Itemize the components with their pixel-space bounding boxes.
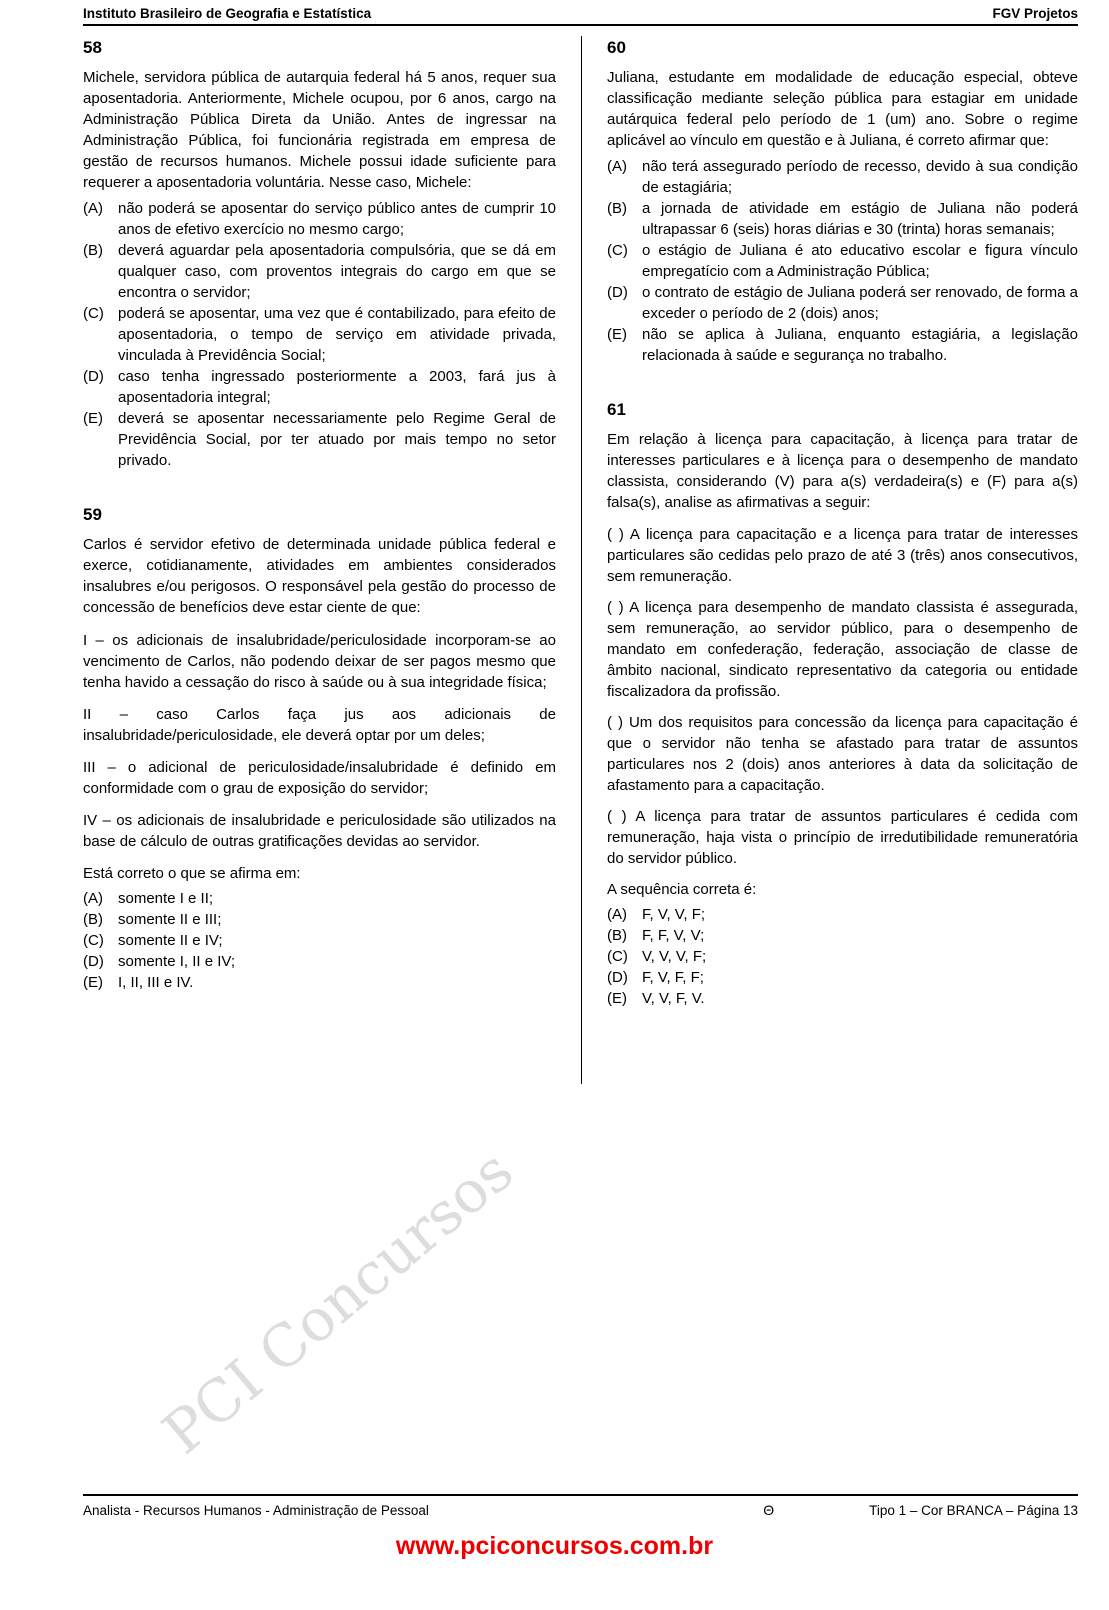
statement-3: ( ) Um dos requisitos para concessão da licença para capacitação é que o servidor não tenha se afastado para tratar de assuntos particulares nos 2 (dois) anos anteriores à data da solicitação de afastamento para a capacitação. xyxy=(607,713,1078,794)
option-letter: (B) xyxy=(607,199,627,217)
option-text: não terá assegurado período de recesso, devido à sua condição de estagiária; xyxy=(642,157,1078,196)
question-stem: Juliana, estudante em modalidade de educação especial, obteve classificação mediante seleção pública para estagiar em unidade autárquica federal pelo período de 1 (um) ano. Sobre o regime aplicável ao vínculo em questão e à Juliana, é correto afirmar que: xyxy=(607,68,1078,149)
option-row xyxy=(83,888,556,909)
header-rule xyxy=(83,24,1078,26)
option-row xyxy=(607,198,1078,240)
option-row xyxy=(83,930,556,951)
option-text: F, V, V, F; xyxy=(642,905,706,923)
option-text: somente I, II e IV; xyxy=(118,952,235,970)
option-row xyxy=(607,967,1078,988)
header-fgv-projetos: FGV Projetos xyxy=(992,6,1078,21)
option-text: o estágio de Juliana é ato educativo escolar e figura vínculo empregatício com a Administração Pública; xyxy=(642,241,1078,280)
option-text: F, V, F, F; xyxy=(642,968,704,986)
option-row xyxy=(607,988,1078,1009)
footer-exam-title: Analista - Recursos Humanos - Administração de Pessoal xyxy=(83,1502,429,1518)
left-column xyxy=(83,36,580,1009)
option-text: a jornada de atividade em estágio de Juliana não poderá ultrapassar 6 (seis) horas diárias e 30 (trinta) horas semanais; xyxy=(642,199,1078,238)
question-stem: Michele, servidora pública de autarquia federal há 5 anos, requer sua aposentadoria. Anteriormente, Michele ocupou, por 6 anos, cargo na Administração Pública Direta da União. Antes de ingressar na Administração Pública, foi funcionária registrada em empresa de gestão de recursos humanos. Michele possui idade suficiente para requerer a aposentadoria voluntária. Nesse caso, Michele: xyxy=(83,68,556,191)
option-row xyxy=(607,240,1078,282)
option-row xyxy=(607,324,1078,366)
question-number: 61 xyxy=(607,399,626,419)
footer-page-info: Tipo 1 – Cor BRANCA – Página 13 xyxy=(869,1502,1078,1518)
option-row xyxy=(83,972,556,993)
pci-concursos-watermark: PCI Concursos xyxy=(150,1136,526,1468)
roman-items xyxy=(83,630,556,852)
option-text: somente I e II; xyxy=(118,889,214,907)
option-row xyxy=(607,925,1078,946)
question-59 xyxy=(83,503,556,993)
item-II: II – caso Carlos faça jus aos adicionais de insalubridade/periculosidade, ele deverá optar por um deles; xyxy=(83,705,556,744)
option-text: somente II e III; xyxy=(118,910,222,928)
option-letter: (A) xyxy=(83,199,103,217)
option-text: deverá aguardar pela aposentadoria compulsória, que se dá em qualquer caso, com proventos integrais do cargo em que se encontra o servidor; xyxy=(118,241,556,301)
vf-statements xyxy=(607,524,1078,869)
option-letter: (B) xyxy=(607,926,627,944)
option-letter: (E) xyxy=(607,989,627,1007)
option-letter: (C) xyxy=(607,241,628,259)
question-number: 59 xyxy=(83,504,102,524)
option-letter: (E) xyxy=(607,325,627,343)
content-area xyxy=(83,36,1078,1009)
option-letter: (B) xyxy=(83,241,103,259)
option-row xyxy=(83,408,556,471)
question-stem: Em relação à licença para capacitação, à licença para tratar de interesses particulares e à licença para o desempenho de mandato classista, considerando (V) para a(s) verdadeira(s) e (F) para a(s) falsa(s), analise as afirmativas a seguir: xyxy=(607,430,1078,511)
option-text: V, V, F, V. xyxy=(642,989,705,1007)
option-letter: (D) xyxy=(607,968,628,986)
option-text: deverá se aposentar necessariamente pelo Regime Geral de Previdência Social, por ter atuado por mais tempo no setor privado. xyxy=(118,409,556,469)
option-text: V, V, V, F; xyxy=(642,947,707,965)
option-row xyxy=(83,909,556,930)
option-letter: (A) xyxy=(83,889,103,907)
question-number: 58 xyxy=(83,38,102,57)
header-institution: Instituto Brasileiro de Geografia e Estatística xyxy=(83,6,372,21)
option-letter: (C) xyxy=(83,931,104,949)
option-letter: (D) xyxy=(607,283,628,301)
question-lead: A sequência correta é: xyxy=(607,880,757,898)
option-row xyxy=(83,951,556,972)
option-text: somente II e IV; xyxy=(118,931,223,949)
footer-rule xyxy=(83,1494,1078,1496)
option-row xyxy=(83,366,556,408)
options-list xyxy=(83,198,556,471)
theta-mark: Θ xyxy=(763,1502,775,1518)
question-58 xyxy=(83,36,556,471)
option-row xyxy=(607,904,1078,925)
option-letter: (A) xyxy=(607,157,627,175)
question-stem: Carlos é servidor efetivo de determinada unidade pública federal e exerce, cotidianamente, atividades em ambientes considerados insalubres e/ou perigosos. O responsável pela gestão do processo de concessão de benefícios deve estar ciente de que: xyxy=(83,535,556,616)
option-letter: (E) xyxy=(83,973,103,991)
option-row xyxy=(83,240,556,303)
option-text: poderá se aposentar, uma vez que é contabilizado, para efeito de aposentadoria, o tempo de serviço em atividade privada, vinculada à Previdência Social; xyxy=(118,304,556,364)
question-60 xyxy=(607,36,1078,366)
option-letter: (B) xyxy=(83,910,103,928)
statement-1: ( ) A licença para capacitação e a licença para tratar de interesses particulares são cedidas pelo prazo de até 3 (três) anos consecutivos, sem remuneração. xyxy=(607,525,1078,585)
option-text: não se aplica à Juliana, enquanto estagiária, a legislação relacionada à saúde e segurança no trabalho. xyxy=(642,325,1078,364)
option-text: I, II, III e IV. xyxy=(118,973,194,991)
option-letter: (C) xyxy=(607,947,628,965)
statement-2: ( ) A licença para desempenho de mandato classista é assegurada, sem remuneração, ao servidor público, para o desempenho de mandato em confederação, federação, associação de classe de âmbito nacional, sindicato representativo da categoria ou entidade fiscalizadora da profissão. xyxy=(607,598,1078,700)
item-I: I – os adicionais de insalubridade/periculosidade incorporam-se ao vencimento de Carlos, não podendo deixar de ser pagos mesmo que tenha havido a cessação do risco à saúde ou à sua integridade física; xyxy=(83,631,556,691)
option-letter: (D) xyxy=(83,952,104,970)
option-row xyxy=(607,946,1078,967)
option-text: F, F, V, V; xyxy=(642,926,705,944)
question-lead: Está correto o que se afirma em: xyxy=(83,864,301,882)
question-number: 60 xyxy=(607,38,626,57)
option-letter: (D) xyxy=(83,367,104,385)
page-header xyxy=(83,6,1078,21)
option-row xyxy=(83,198,556,240)
option-row xyxy=(607,156,1078,198)
option-letter: (E) xyxy=(83,409,103,427)
statement-4: ( ) A licença para tratar de assuntos particulares é cedida com remuneração, haja vista o princípio de irredutibilidade remuneratória do servidor público. xyxy=(607,807,1078,867)
option-text: caso tenha ingressado posteriormente a 2003, fará jus à aposentadoria integral; xyxy=(118,367,556,406)
options-list xyxy=(607,156,1078,366)
options-list xyxy=(607,904,1078,1009)
option-letter: (C) xyxy=(83,304,104,322)
option-letter: (A) xyxy=(607,905,627,923)
option-row xyxy=(607,282,1078,324)
option-text: o contrato de estágio de Juliana poderá ser renovado, de forma a exceder o período de 2 (dois) anos; xyxy=(642,283,1078,322)
question-61 xyxy=(607,398,1078,1009)
option-row xyxy=(83,303,556,366)
options-list xyxy=(83,888,556,993)
option-text: não poderá se aposentar do serviço público antes de cumprir 10 anos de efetivo exercício no mesmo cargo; xyxy=(118,199,556,238)
pciconcursos-url: www.pciconcursos.com.br xyxy=(395,1532,714,1560)
item-IV: IV – os adicionais de insalubridade e periculosidade são utilizados na base de cálculo de outras gratificações devidas ao servidor. xyxy=(83,811,556,850)
item-III: III – o adicional de periculosidade/insalubridade é definido em conformidade com o grau de exposição do servidor; xyxy=(83,758,556,797)
page-footer xyxy=(83,1502,1078,1518)
right-column xyxy=(580,36,1078,1009)
